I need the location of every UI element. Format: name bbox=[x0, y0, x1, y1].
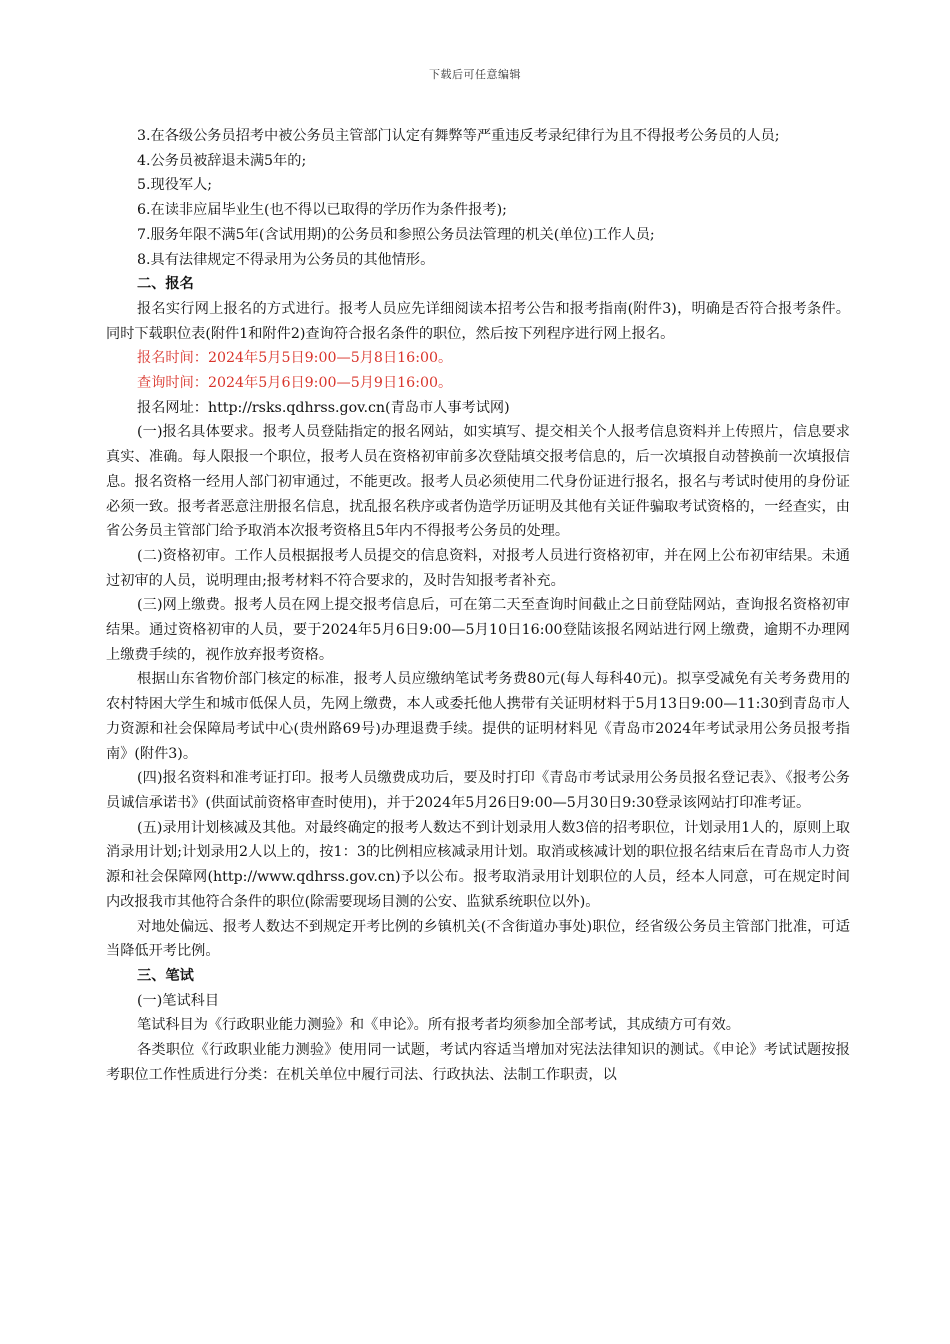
list-item: 3.在各级公务员招考中被公务员主管部门认定有舞弊等严重违反考录纪律行为且不得报考公务员的人员; bbox=[137, 128, 780, 144]
list-item: 4.公务员被辞退未满5年的; bbox=[137, 152, 307, 169]
paragraph: 各类职位《行政职业能力测验》使用同一试题，考试内容适当增加对宪法法律知识的测试。《申论》考试试题按报考职位工作性质进行分类：在机关单位中履行司法、行政执法、法制工作职责，以 bbox=[106, 1042, 850, 1083]
signup-time: 报名时间：2024年5月5日9:00—5月8日16:00。 bbox=[137, 350, 453, 367]
list-item: 6.在读非应届毕业生(也不得以已取得的学历作为条件报考); bbox=[137, 202, 507, 219]
paragraph: (四)报名资料和准考证打印。报考人员缴费成功后，要及时打印《青岛市考试录用公务员报名登记表》、《报考公务员诚信承诺书》(供面试前资格审查时使用)，并于2024年5月26日9:00—5月30日9:30登录该网站打印准考证。 bbox=[106, 770, 850, 811]
paragraph: 对地处偏远、报考人数达不到规定开考比例的乡镇机关(不含街道办事处)职位，经省级公务员主管部门批准，可适当降低开考比例。 bbox=[106, 918, 850, 960]
paragraph: 笔试科目为《行政职业能力测验》和《申论》。所有报考者均须参加全部考试，其成绩方可有效。 bbox=[137, 1017, 740, 1034]
section-heading-written-exam: 三、笔试 bbox=[137, 967, 194, 984]
registration-website: 报名网址：http://rsks.qdhrss.gov.cn(青岛市人事考试网) bbox=[137, 399, 510, 416]
query-time: 查询时间：2024年5月6日9:00—5月9日16:00。 bbox=[137, 375, 453, 392]
section-heading-registration: 二、报名 bbox=[137, 276, 194, 293]
list-item: 5.现役军人; bbox=[137, 177, 213, 194]
registration-intro: 报名实行网上报名的方式进行。报考人员应先详细阅读本招考公告和报考指南(附件3)，明确是否符合报考条件。同时下载职位表(附件1和附件2)查询符合报名条件的职位，然后按下列程序进行网上报名。 bbox=[106, 300, 850, 342]
list-item: 7.服务年限不满5年(含试用期)的公务员和参照公务员法管理的机关(单位)工作人员; bbox=[137, 226, 655, 243]
document-body bbox=[106, 124, 850, 1087]
subsection-heading: (一)笔试科目 bbox=[137, 992, 220, 1009]
paragraph: (一)报名具体要求。报考人员登陆指定的报名网站，如实填写、提交相关个人报考信息资料并上传照片，信息要求真实、准确。每人限报一个职位，报考人员在资格初审前多次登陆填交报考信息的，后一次填报自动替换前一次填报信息。报名资格一经用人部门初审通过，不能更改。报考人员必须使用二代身份证进行报名，报名与考试时使用的身份证必须一致。报考者恶意注册报名信息，扰乱报名秩序或者伪造学历证明及其他有关证件骗取考试资格的，一经查实，由省公务员主管部门给予取消本次报考资格且5年内不得报考公务员的处理。 bbox=[106, 424, 850, 540]
paragraph: 根据山东省物价部门核定的标准，报考人员应缴纳笔试考务费80元(每人每科40元)。拟享受减免有关考务费用的农村特困大学生和城市低保人员，先网上缴费，本人或委托他人携带有关证明材料于5月13日9:00—11:30到青岛市人力资源和社会保障局考试中心(贵州路69号)办理退费手续。提供的证明材料见《青岛市2024年考试录用公务员报考指南》(附件3)。 bbox=[106, 671, 850, 762]
paragraph: (二)资格初审。工作人员根据报考人员提交的信息资料，对报考人员进行资格初审，并在网上公布初审结果。未通过初审的人员，说明理由;报考材料不符合要求的，及时告知报考者补充。 bbox=[106, 547, 850, 589]
list-item: 8.具有法律规定不得录用为公务员的其他情形。 bbox=[137, 251, 435, 268]
paragraph: (五)录用计划核减及其他。对最终确定的报考人数达不到计划录用人数3倍的招考职位，计划录用1人的，原则上取消录用计划;计划录用2人以上的，按1：3的比例相应核减录用计划。取消或核减计划的职位报名结束后在青岛市人力资源和社会保障网(http://www.qdhrss.gov.cn)予以公布。报考取消录用计划职位的人员，经本人同意，可在规定时间内改报我市其他符合条件的职位(除需要现场目测的公安、监狱系统职位以外)。 bbox=[106, 819, 850, 910]
paragraph: (三)网上缴费。报考人员在网上提交报考信息后，可在第二天至查询时间截止之日前登陆网站，查询报名资格初审结果。通过资格初审的人员，要于2024年5月6日9:00—5月10日16:00登陆该报名网站进行网上缴费，逾期不办理网上缴费手续的，视作放弃报考资格。 bbox=[106, 597, 850, 663]
page-header: 下载后可任意编辑 bbox=[429, 68, 521, 81]
